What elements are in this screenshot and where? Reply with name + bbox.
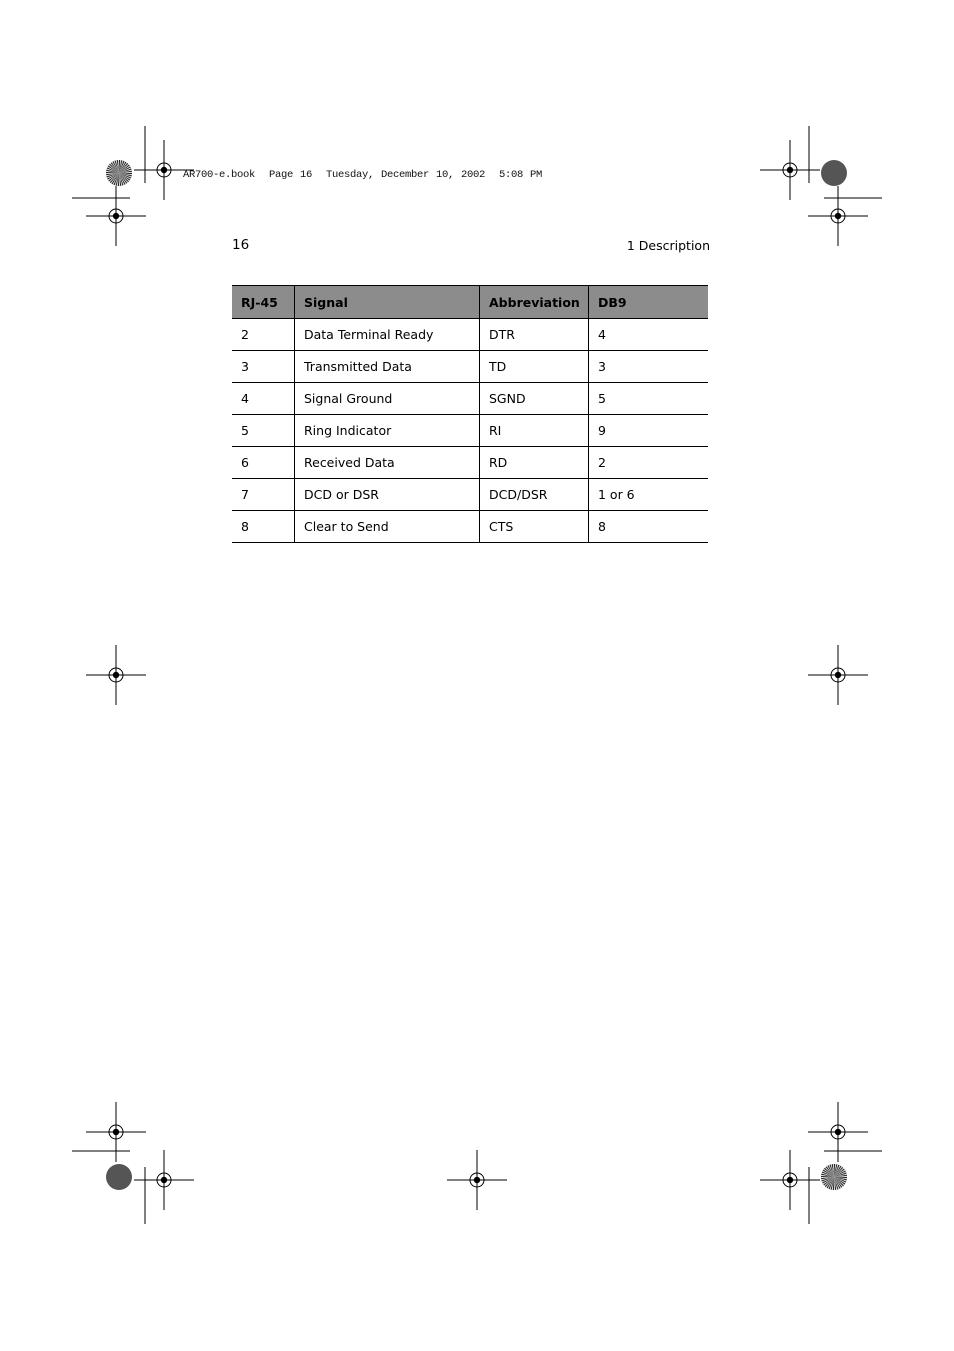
cell-db9: 8 — [589, 511, 709, 543]
column-header-abbreviation: Abbreviation — [480, 286, 589, 319]
table-row — [232, 319, 708, 351]
cell-rj45: 5 — [232, 415, 295, 447]
cell-abbreviation: TD — [480, 351, 589, 383]
cell-rj45: 4 — [232, 383, 295, 415]
cell-rj45: 3 — [232, 351, 295, 383]
registration-mark-icon — [447, 1150, 507, 1210]
pinout-table — [232, 285, 708, 543]
cell-signal: Ring Indicator — [295, 415, 480, 447]
page-number: 16 — [232, 237, 250, 253]
registration-mark-icon — [86, 645, 146, 705]
cell-signal: Transmitted Data — [295, 351, 480, 383]
cell-db9: 1 or 6 — [589, 479, 709, 511]
cell-rj45: 8 — [232, 511, 295, 543]
cell-db9: 4 — [589, 319, 709, 351]
cell-rj45: 2 — [232, 319, 295, 351]
running-head: 1 Description — [626, 238, 710, 253]
star-target-icon — [821, 1164, 847, 1190]
cell-abbreviation: CTS — [480, 511, 589, 543]
cell-rj45: 6 — [232, 447, 295, 479]
registration-mark-icon — [86, 1102, 146, 1162]
registration-mark-icon — [808, 1102, 868, 1162]
column-header-signal: Signal — [295, 286, 480, 319]
cell-signal: Signal Ground — [295, 383, 480, 415]
registration-mark-icon — [808, 186, 868, 246]
cell-db9: 3 — [589, 351, 709, 383]
cell-abbreviation: RD — [480, 447, 589, 479]
cell-abbreviation: DTR — [480, 319, 589, 351]
column-header-rj45: RJ-45 — [232, 286, 295, 319]
cell-signal: Received Data — [295, 447, 480, 479]
registration-mark-icon — [134, 1150, 194, 1210]
cell-signal: Clear to Send — [295, 511, 480, 543]
cell-abbreviation: SGND — [480, 383, 589, 415]
registration-mark-icon — [808, 645, 868, 705]
table-row — [232, 479, 708, 511]
cell-abbreviation: DCD/DSR — [480, 479, 589, 511]
registration-mark-icon — [86, 186, 146, 246]
gray-target-icon — [106, 1164, 132, 1190]
cell-signal: DCD or DSR — [295, 479, 480, 511]
cell-db9: 9 — [589, 415, 709, 447]
gray-target-icon — [821, 160, 847, 186]
cell-rj45: 7 — [232, 479, 295, 511]
table-row — [232, 383, 708, 415]
table-row — [232, 415, 708, 447]
table-row — [232, 511, 708, 543]
table-row — [232, 351, 708, 383]
column-header-db9: DB9 — [589, 286, 709, 319]
registration-mark-icon — [760, 1150, 820, 1210]
cell-db9: 5 — [589, 383, 709, 415]
table-row — [232, 447, 708, 479]
table-header-row — [232, 286, 708, 319]
cell-db9: 2 — [589, 447, 709, 479]
cell-abbreviation: RI — [480, 415, 589, 447]
registration-mark-icon — [760, 140, 820, 200]
cell-signal: Data Terminal Ready — [295, 319, 480, 351]
book-slug: AR700-e.book Page 16 Tuesday, December 10, 2002 5:08 PM — [183, 169, 543, 181]
star-target-icon — [106, 160, 132, 186]
